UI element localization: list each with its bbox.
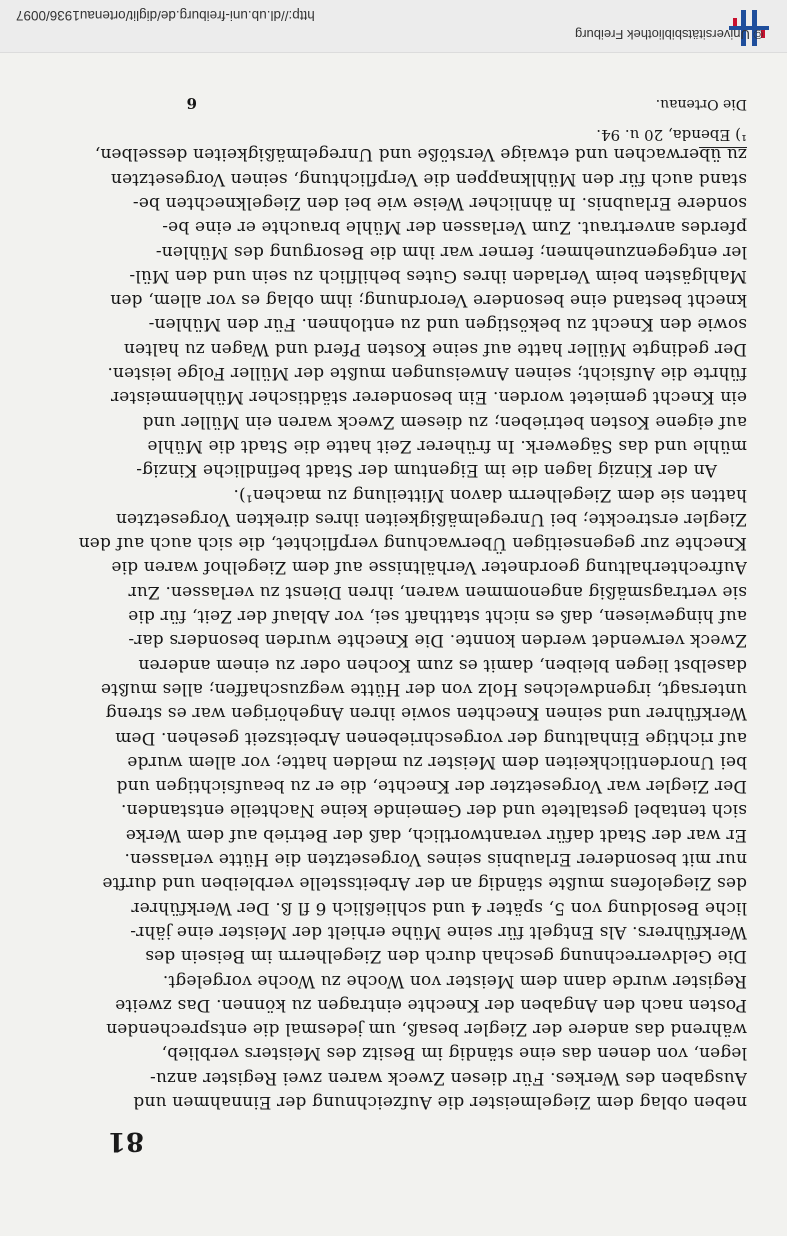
text-line: Register wurde dann dem Meister von Woche zu Woche vorgelegt.: [162, 970, 747, 991]
text-line: pferdes anvertraut. Zum Verlassen der Mühle brauchte er eine be-: [162, 217, 747, 238]
text-line: zu überwachen und etwaige Verstöße und Unregelmäßigkeiten desselben,: [94, 144, 747, 165]
footnote-rule: [699, 147, 747, 148]
text-line: Aufrechterhaltung geordneter Verhältnisse auf dem Ziegelhof waren die: [111, 557, 747, 578]
text-line: Werkführer und seinen Knechten sowie ihren Angehörigen war es streng: [105, 703, 747, 724]
text-line: legen, von denen das eine ständig im Besitz des Meisters verblieb,: [161, 1043, 747, 1064]
text-line: Die Geldverrechnung geschah durch den Ziegelherrn im Beisein des: [145, 946, 747, 967]
text-line: sowie den Knecht zu beköstigen und zu entlohnen. Für den Mühlen-: [148, 314, 747, 335]
text-line: auf richtige Einhaltung der vorgeschriebenen Arbeitszeit gesehen. Dem: [115, 727, 747, 748]
text-line: bei Unordentlichkeiten dem Meister zu melden hatte; vor allem wurde: [127, 751, 747, 772]
text-line: Posten nach den Angaben der Knechte eintragen zu können. Das zweite: [115, 994, 747, 1015]
signature-mark: Die Ortenau.: [655, 96, 747, 112]
text-line: auf hingewiesen, daß es nicht statthaft sei, vor Ablauf der Zeit, für die: [128, 606, 747, 627]
footer-bar: [0, 0, 787, 53]
signature-number: 6: [186, 94, 197, 112]
text-line: führte die Aufsicht; seinen Anweisungen mußte der Müller Folge leisten.: [107, 363, 747, 384]
text-line: Er war der Stadt dafür verantwortlich, daß der Betrieb auf dem Werke: [125, 824, 747, 845]
text-line: neben oblag dem Ziegelmeister die Aufzeichnung der Einnahmen und: [133, 1092, 747, 1112]
text-line: des Ziegelofens mußte ständig an der Arbeitsstelle verbleiben und durfte: [102, 873, 747, 894]
copyright-notice: © Universitätsbibliothek Freiburg: [575, 27, 764, 42]
text-line: Mahlgästen beim Verladen ihres Gutes behilflich zu sein und den Mül-: [129, 265, 747, 286]
text-line: liche Besoldung von 5, später 4 und schließlich 6 fl ß. Der Werkführer: [131, 897, 747, 918]
text-line: sie vertragsmäßig angenommen waren, ihren Dienst zu verlassen. Zur: [128, 581, 747, 602]
text-line: Knechte zur gegenseitigen Überwachung verpflichtet, die sich auch auf den: [78, 533, 747, 554]
text-line: sich tentabel gestaltete und der Gemeinde keine Nachteile entstanden.: [120, 800, 747, 821]
text-line: An der Kinzig lagen die im Eigentum der Stadt befindliche Kinzig-: [136, 460, 717, 481]
text-line: ler entgegenzunehmen; ferner war ihm die Besorgung des Mühlen-: [155, 241, 747, 262]
text-line: Zweck verwendet werden konnte. Die Knechte wurden besonders dar-: [128, 630, 747, 651]
text-line: nur mit besonderer Erlaubnis seines Vorgesetzten die Hütte verlassen.: [124, 849, 747, 870]
footnote: ¹) Ebenda, 20 u. 94.: [596, 126, 747, 144]
text-line: Ausgaben des Werkes. Für diesen Zweck waren zwei Register anzu-: [149, 1067, 747, 1088]
text-line: knecht bestand eine besondere Verordnung; ihm oblag es vor allem, den: [110, 290, 747, 311]
text-line: untersagt, irgendwelches Holz von der Hütte wegzuschaffen; alles mußte: [100, 678, 747, 699]
text-line: stand auch für den Mühlknappen die Verpflichtung, seinen Vorgesetzten: [110, 168, 747, 189]
text-line: während das andere der Ziegler besaß, um jedesmal die entsprechenden: [105, 1019, 747, 1040]
body-text: [47, 142, 747, 1114]
page-number: 81: [107, 1126, 144, 1156]
text-line: ein Knecht gemietet worden. Ein besonderer städtischer Mühlenmeister: [110, 387, 747, 408]
text-line: sondere Erlaubnis. In ähnlicher Weise wie bei den Ziegelknechten be-: [132, 193, 747, 214]
text-line: auf eigene Kosten betrieben; zu diesem Zweck waren ein Müller und: [142, 411, 747, 432]
text-line: Der gedingte Müller hatte auf seine Kosten Pferd und Wagen zu halten: [123, 338, 747, 359]
source-url-link[interactable]: http://dl.ub.uni-freiburg.de/diglit/ortenau1936/0097: [16, 8, 315, 23]
text-line: Ziegler erstreckte; bei Unregelmäßigkeiten ihres direkten Vorgesetzten: [115, 508, 747, 529]
text-line: Werkführers. Als Entgelt für seine Mühe erhielt der Meister eine jähr-: [130, 921, 747, 942]
text-line: daselbst liegen bleiben, damit es zum Kochen oder zu einem anderen: [138, 654, 747, 675]
text-line: hatten sie dem Ziegelherrn davon Mitteilung zu machen¹).: [233, 484, 747, 505]
text-line: mühle und das Sägewerk. In früherer Zeit hatte die Stadt die Mühle: [147, 435, 747, 456]
text-line: Der Ziegler war Vorgesetzter der Knechte, die er zu beaufsichtigen und: [116, 776, 747, 797]
